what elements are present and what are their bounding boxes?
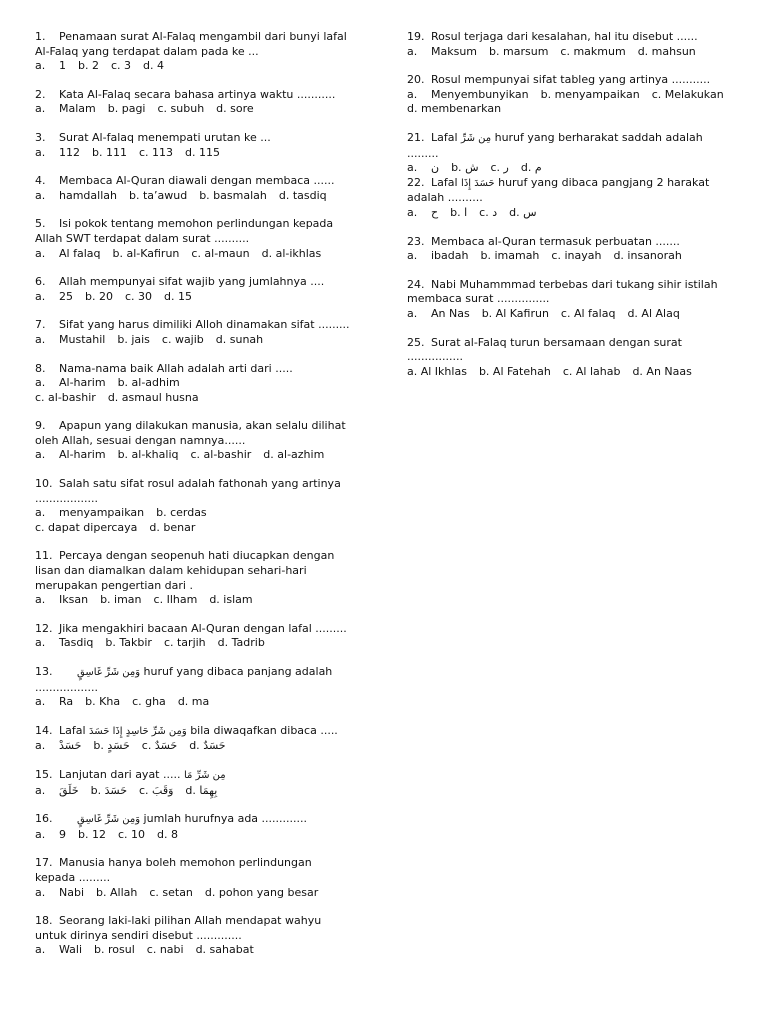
- question-text: ................: [407, 350, 463, 364]
- answer-option: d. islam: [209, 593, 253, 607]
- question-line: [35, 564, 385, 579]
- answer-option: c. setan: [149, 885, 193, 899]
- question-text: Rosul terjaga dari kesalahan, hal itu disebut ......: [431, 30, 698, 43]
- options-row: [35, 943, 385, 958]
- answer-option: a.: [407, 306, 418, 320]
- right-column: [407, 30, 747, 393]
- answer-option: 112: [59, 145, 80, 159]
- question-item: [407, 235, 747, 264]
- answer-option: Mustahil: [59, 332, 106, 346]
- answer-option: b. al-adhim: [117, 376, 180, 390]
- options-row: [35, 521, 385, 536]
- answer-option: d. mahsun: [637, 44, 696, 58]
- answer-option: c. tarjih: [163, 636, 206, 650]
- question-prefix: Lanjutan dari ayat .....: [59, 767, 181, 781]
- question-item: [35, 665, 385, 710]
- question-text: Allah mempunyai sifat wajib yang jumlahnya ....: [59, 275, 325, 289]
- answer-option: b. imamah: [480, 249, 540, 263]
- question-line: [35, 419, 385, 434]
- question-number: 15.: [35, 767, 53, 781]
- answer-option: a.: [35, 783, 46, 797]
- answer-option: An Nas: [431, 306, 470, 320]
- answer-option: c. makmum: [560, 44, 626, 58]
- question-line: [35, 724, 385, 740]
- answer-option: a.: [35, 695, 46, 709]
- options-row: [35, 189, 385, 204]
- question-number: 17.: [35, 856, 53, 870]
- question-item: [35, 362, 385, 406]
- answer-option: d. tasdiq: [278, 188, 327, 202]
- answer-option: خَلَقَ: [59, 783, 79, 797]
- options-row: [35, 448, 385, 463]
- question-text: Sifat yang harus dimiliki Alloh dinamakan sifat .........: [59, 318, 350, 332]
- question-text: ..................: [35, 491, 98, 505]
- arabic-phrase: وَمِن شَرِّ غَاسِقٍ: [77, 667, 141, 678]
- answer-option: d. 15: [164, 289, 193, 303]
- question-item: [35, 275, 385, 304]
- answer-option: b. حَسَدٍ: [93, 739, 130, 753]
- answer-option: d. asmaul husna: [107, 390, 199, 404]
- answer-option: Nabi: [59, 885, 85, 899]
- question-text: Jika mengakhiri bacaan Al-Quran dengan lafal .........: [59, 621, 347, 635]
- question-line: [407, 292, 747, 307]
- question-text: Isi pokok tentang memohon perlindungan kepada: [59, 217, 334, 231]
- options-row: [35, 391, 385, 406]
- question-line: [407, 30, 747, 45]
- question-line: [35, 929, 385, 944]
- question-number: 1.: [35, 30, 46, 43]
- answer-option: Iksan: [59, 593, 89, 607]
- question-item: [35, 30, 385, 74]
- question-text: Surat al-Falaq turun bersamaan dengan surat: [431, 335, 682, 349]
- answer-option: d. 8: [157, 827, 179, 841]
- options-row: [407, 45, 747, 60]
- question-text: jumlah hurufnya ada .............: [143, 812, 307, 826]
- question-text: merupakan pengertian dari .: [35, 578, 193, 592]
- question-line: [35, 174, 385, 189]
- question-item: [35, 318, 385, 347]
- answer-option: Ra: [59, 695, 74, 709]
- answer-option: a.: [35, 943, 46, 957]
- question-item: [35, 549, 385, 607]
- answer-option: c. nabi: [146, 943, 184, 957]
- question-number: 18.: [35, 914, 53, 928]
- question-text: Kata Al-Falaq secara bahasa artinya waktu ...........: [59, 87, 336, 101]
- question-line: [35, 492, 385, 507]
- answer-option: c. inayah: [551, 249, 602, 263]
- answer-option: Malam: [59, 102, 96, 116]
- question-text: huruf yang dibaca panjang adalah: [143, 665, 333, 678]
- options-row: [407, 88, 747, 103]
- question-number: 14.: [35, 723, 53, 737]
- answer-option: c. al-bashir: [190, 448, 252, 462]
- answer-option: c. Al falaq: [560, 306, 616, 320]
- answer-option: a.: [35, 289, 46, 303]
- answer-option: c. 113: [138, 145, 174, 159]
- question-item: [35, 724, 385, 754]
- options-row: [35, 290, 385, 305]
- question-item: [407, 336, 747, 380]
- answer-option: b. rosul: [94, 943, 135, 957]
- question-line: [35, 665, 385, 681]
- question-line: [35, 856, 385, 871]
- question-line: [35, 914, 385, 929]
- answer-option: Tasdiq: [59, 636, 94, 650]
- answer-option: c. dapat dipercaya: [35, 520, 138, 534]
- answer-option: Al falaq: [59, 246, 101, 260]
- question-prefix: Lafal: [59, 723, 86, 737]
- question-line: [35, 549, 385, 564]
- question-item: [407, 131, 747, 176]
- options-row: [35, 59, 385, 74]
- answer-option: a.: [407, 249, 418, 263]
- question-line: [407, 176, 747, 192]
- answer-option: b. 20: [85, 289, 113, 303]
- answer-option: c. د: [479, 205, 498, 219]
- question-line: [35, 88, 385, 103]
- question-line: [35, 131, 385, 146]
- answer-option: d. al-azhim: [263, 448, 325, 462]
- arabic-phrase: حَسَدَ إِذَا: [461, 177, 495, 189]
- options-row: [35, 695, 385, 710]
- answer-option: a.: [35, 885, 46, 899]
- question-item: [35, 768, 385, 798]
- answer-option: c. 30: [124, 289, 153, 303]
- question-line: [35, 434, 385, 449]
- answer-option: a.: [35, 59, 46, 73]
- answer-option: a.: [35, 448, 46, 462]
- question-item: [35, 88, 385, 117]
- answer-option: a.: [407, 87, 418, 101]
- question-line: [407, 131, 747, 147]
- answer-option: d. benar: [149, 520, 196, 534]
- answer-option: d. 4: [143, 59, 165, 73]
- answer-option: Wali: [59, 943, 83, 957]
- question-text: ..................: [35, 680, 98, 694]
- question-number: 10.: [35, 477, 53, 491]
- options-row: [35, 828, 385, 843]
- question-number: 3.: [35, 130, 46, 144]
- answer-option: b. Kha: [85, 695, 121, 709]
- answer-option: menyampaikan: [59, 506, 145, 520]
- question-line: [35, 232, 385, 247]
- question-text: Percaya dengan seopenuh hati diucapkan dengan: [59, 549, 335, 563]
- options-row: [407, 365, 747, 380]
- question-text: huruf yang berharakat saddah adalah: [494, 130, 703, 144]
- question-text: membaca surat ...............: [407, 292, 550, 306]
- answer-option: a.: [35, 188, 46, 202]
- answer-option: b. iman: [100, 593, 142, 607]
- question-text: Surat Al-falaq menempati urutan ke ...: [59, 130, 271, 144]
- question-item: [35, 477, 385, 535]
- options-row: [407, 249, 747, 264]
- question-prefix: Lafal: [431, 175, 458, 189]
- question-text: untuk dirinya sendiri disebut .............: [35, 928, 242, 942]
- answer-option: b. cerdas: [156, 506, 207, 520]
- question-line: [407, 235, 747, 250]
- question-item: [35, 812, 385, 842]
- answer-option: b. ش: [451, 161, 479, 175]
- question-item: [35, 856, 385, 900]
- answer-option: ن: [431, 161, 440, 175]
- answer-option: c. subuh: [157, 102, 205, 116]
- question-number: 11.: [35, 549, 53, 563]
- question-text: lisan dan diamalkan dalam kehidupan sehari-hari: [35, 564, 307, 578]
- options-row: [35, 376, 385, 391]
- answer-option: a.: [35, 145, 46, 159]
- question-text: Membaca Al-Quran diawali dengan membaca ......: [59, 174, 335, 188]
- question-number: 20.: [407, 73, 425, 87]
- question-text: Al-Falaq yang terdapat dalam pada ke ...: [35, 44, 259, 58]
- question-number: 7.: [35, 318, 46, 332]
- answer-option: b. Al Fatehah: [478, 364, 551, 378]
- question-text: Nama-nama baik Allah adalah arti dari .....: [59, 361, 293, 375]
- answer-option: d. sore: [216, 102, 254, 116]
- question-line: [407, 73, 747, 88]
- answer-option: a.: [35, 102, 46, 116]
- answer-option: b. al-khaliq: [117, 448, 179, 462]
- answer-option: a.: [35, 593, 46, 607]
- answer-option: b. 2: [78, 59, 99, 73]
- answer-option: b. Al Kafirun: [481, 306, 549, 320]
- answer-option: c. 10: [117, 827, 146, 841]
- arabic-phrase: وَمِن شَرِّ حَاسِدٍ إِذَا حَسَدَ: [89, 725, 187, 737]
- options-row: [35, 247, 385, 262]
- answer-option: d. sahabat: [195, 943, 254, 957]
- question-text: Manusia hanya boleh memohon perlindungan: [59, 856, 312, 870]
- question-number: 16.: [35, 812, 53, 826]
- question-number: 12.: [35, 621, 53, 635]
- answer-option: b. pagi: [107, 102, 146, 116]
- question-item: [35, 131, 385, 160]
- answer-option: c. al-maun: [191, 246, 250, 260]
- question-item: [407, 73, 747, 117]
- answer-option: a.: [35, 636, 46, 650]
- answer-option: a.: [407, 161, 418, 175]
- question-text: Allah SWT terdapat dalam surat ..........: [35, 231, 250, 245]
- answer-option: Maksum: [431, 44, 478, 58]
- answer-option: d. 115: [185, 145, 221, 159]
- answer-option: c. حَسَدٌ: [141, 739, 178, 753]
- question-prefix: Lafal: [431, 130, 458, 144]
- question-item: [35, 914, 385, 958]
- left-column: [35, 30, 385, 972]
- answer-option: c. gha: [132, 695, 166, 709]
- answer-option: d. حَسَدٌ: [189, 739, 226, 753]
- question-text: Membaca al-Quran termasuk perbuatan .......: [431, 234, 680, 248]
- answer-option: b. jais: [117, 332, 150, 346]
- answer-option: b. marsum: [489, 44, 549, 58]
- question-number: 2.: [35, 87, 46, 101]
- question-text: adalah ..........: [407, 191, 483, 205]
- arabic-phrase: وَمِن شَرِّ غَاسِقٍ: [77, 814, 141, 826]
- answer-option: حَسَدْ: [59, 739, 82, 753]
- answer-option: b. Takbir: [105, 636, 152, 650]
- question-number: 23.: [407, 234, 425, 248]
- question-line: [35, 477, 385, 492]
- question-line: [35, 217, 385, 232]
- question-item: [35, 419, 385, 463]
- answer-option: c. Ilham: [153, 593, 198, 607]
- options-row: [35, 102, 385, 117]
- question-item: [407, 30, 747, 59]
- answer-option: a.: [407, 44, 418, 58]
- answer-option: c. 3: [110, 59, 132, 73]
- answer-option: b. حَسَدَ: [90, 783, 127, 797]
- options-row: [407, 102, 747, 117]
- question-line: [35, 871, 385, 886]
- question-number: 13.: [35, 665, 53, 678]
- question-line: [35, 318, 385, 333]
- options-row: [407, 307, 747, 322]
- answer-option: a.: [35, 827, 46, 841]
- answer-option: d. Al Alaq: [627, 306, 680, 320]
- answer-option: d. Tadrib: [217, 636, 265, 650]
- answer-option: a.: [35, 332, 46, 346]
- answer-option: a.: [407, 205, 418, 219]
- question-number: 8.: [35, 361, 46, 375]
- question-item: [35, 174, 385, 203]
- question-text: Rosul mempunyai sifat tableg yang artinya ...........: [431, 73, 711, 87]
- answer-option: c. al-bashir: [35, 390, 96, 404]
- question-text: bila diwaqafkan dibaca .....: [190, 723, 338, 737]
- answer-option: b. 12: [78, 827, 106, 841]
- answer-option: d. insanorah: [613, 249, 682, 263]
- answer-option: d. membenarkan: [407, 102, 502, 116]
- question-text: kepada .........: [35, 870, 111, 884]
- question-line: [35, 45, 385, 60]
- question-line: [35, 622, 385, 637]
- options-row: [35, 886, 385, 901]
- question-text: Nabi Muhammmad terbebas dari tukang sihir istilah: [431, 277, 718, 291]
- question-number: 25.: [407, 335, 425, 349]
- options-row: [407, 206, 747, 221]
- question-line: [35, 681, 385, 696]
- question-item: [407, 176, 747, 221]
- question-line: [407, 278, 747, 293]
- options-row: [407, 161, 747, 176]
- answer-option: b. al-Kafirun: [112, 246, 180, 260]
- answer-option: d. م: [520, 161, 542, 175]
- options-row: [35, 146, 385, 161]
- answer-option: d. pohon yang besar: [204, 885, 319, 899]
- question-item: [35, 622, 385, 651]
- answer-option: c. Al lahab: [562, 364, 621, 378]
- answer-option: b. ا: [450, 205, 468, 219]
- answer-option: 9: [59, 827, 66, 841]
- question-number: 9.: [35, 419, 46, 433]
- question-line: [35, 812, 385, 828]
- question-text: Penamaan surat Al-Falaq mengambil dari bunyi lafal: [59, 30, 347, 43]
- answer-option: b. ta’awud: [128, 188, 188, 202]
- answer-option: 1: [59, 59, 66, 73]
- answer-option: Menyembunyikan: [431, 87, 529, 101]
- answer-option: a. Al Ikhlas: [407, 364, 467, 378]
- answer-option: c. ر: [490, 161, 509, 175]
- answer-option: d. An Naas: [632, 364, 692, 378]
- answer-option: a.: [35, 739, 46, 753]
- options-row: [35, 636, 385, 651]
- arabic-phrase: مِن شَرِّ مَا: [183, 769, 226, 781]
- options-row: [35, 593, 385, 608]
- question-number: 24.: [407, 277, 425, 291]
- answer-option: ح: [431, 205, 439, 219]
- answer-option: d. س: [509, 205, 537, 219]
- answer-option: d. al-ikhlas: [261, 246, 322, 260]
- question-number: 19.: [407, 30, 425, 43]
- question-number: 5.: [35, 217, 46, 231]
- question-line: [407, 336, 747, 351]
- question-number: 22.: [407, 175, 425, 189]
- answer-option: Al-harim: [59, 376, 106, 390]
- answer-option: d. بِهِمَا: [185, 783, 218, 797]
- question-text: huruf yang dibaca pangjang 2 harakat: [498, 175, 710, 189]
- question-text: Apapun yang dilakukan manusia, akan selalu dilihat: [59, 419, 346, 433]
- question-text: Salah satu sifat rosul adalah fathonah yang artinya: [59, 477, 341, 491]
- options-row: [35, 784, 385, 799]
- answer-option: b. Allah: [96, 885, 138, 899]
- options-row: [35, 739, 385, 754]
- question-line: [35, 362, 385, 377]
- answer-option: a.: [35, 376, 46, 390]
- question-text: oleh Allah, sesuai dengan namnya......: [35, 433, 246, 447]
- answer-option: c. wajib: [161, 332, 204, 346]
- question-item: [407, 278, 747, 322]
- answer-option: Al-harim: [59, 448, 106, 462]
- answer-option: b. menyampaikan: [540, 87, 640, 101]
- question-text: Seorang laki-laki pilihan Allah mendapat wahyu: [59, 914, 322, 928]
- question-line: [407, 147, 747, 162]
- answer-option: a.: [35, 506, 46, 520]
- answer-option: d. ma: [177, 695, 210, 709]
- answer-option: ibadah: [431, 249, 469, 263]
- question-line: [35, 768, 385, 784]
- answer-option: b. 111: [92, 145, 127, 159]
- answer-option: c. وَقَبَ: [139, 783, 174, 797]
- question-number: 6.: [35, 275, 46, 289]
- question-item: [35, 217, 385, 261]
- question-line: [407, 191, 747, 206]
- question-line: [35, 275, 385, 290]
- options-row: [35, 506, 385, 521]
- options-row: [35, 333, 385, 348]
- arabic-phrase: مِن شَرِّ: [461, 132, 492, 144]
- answer-option: a.: [35, 246, 46, 260]
- answer-option: b. basmalah: [199, 188, 267, 202]
- question-line: [35, 30, 385, 45]
- question-text: .........: [407, 146, 439, 160]
- answer-option: c. Melakukan: [651, 87, 724, 101]
- question-number: 4.: [35, 174, 46, 188]
- question-line: [407, 350, 747, 365]
- question-number: 21.: [407, 130, 425, 144]
- question-line: [35, 579, 385, 594]
- answer-option: 25: [59, 289, 73, 303]
- answer-option: d. sunah: [215, 332, 264, 346]
- answer-option: hamdallah: [59, 188, 117, 202]
